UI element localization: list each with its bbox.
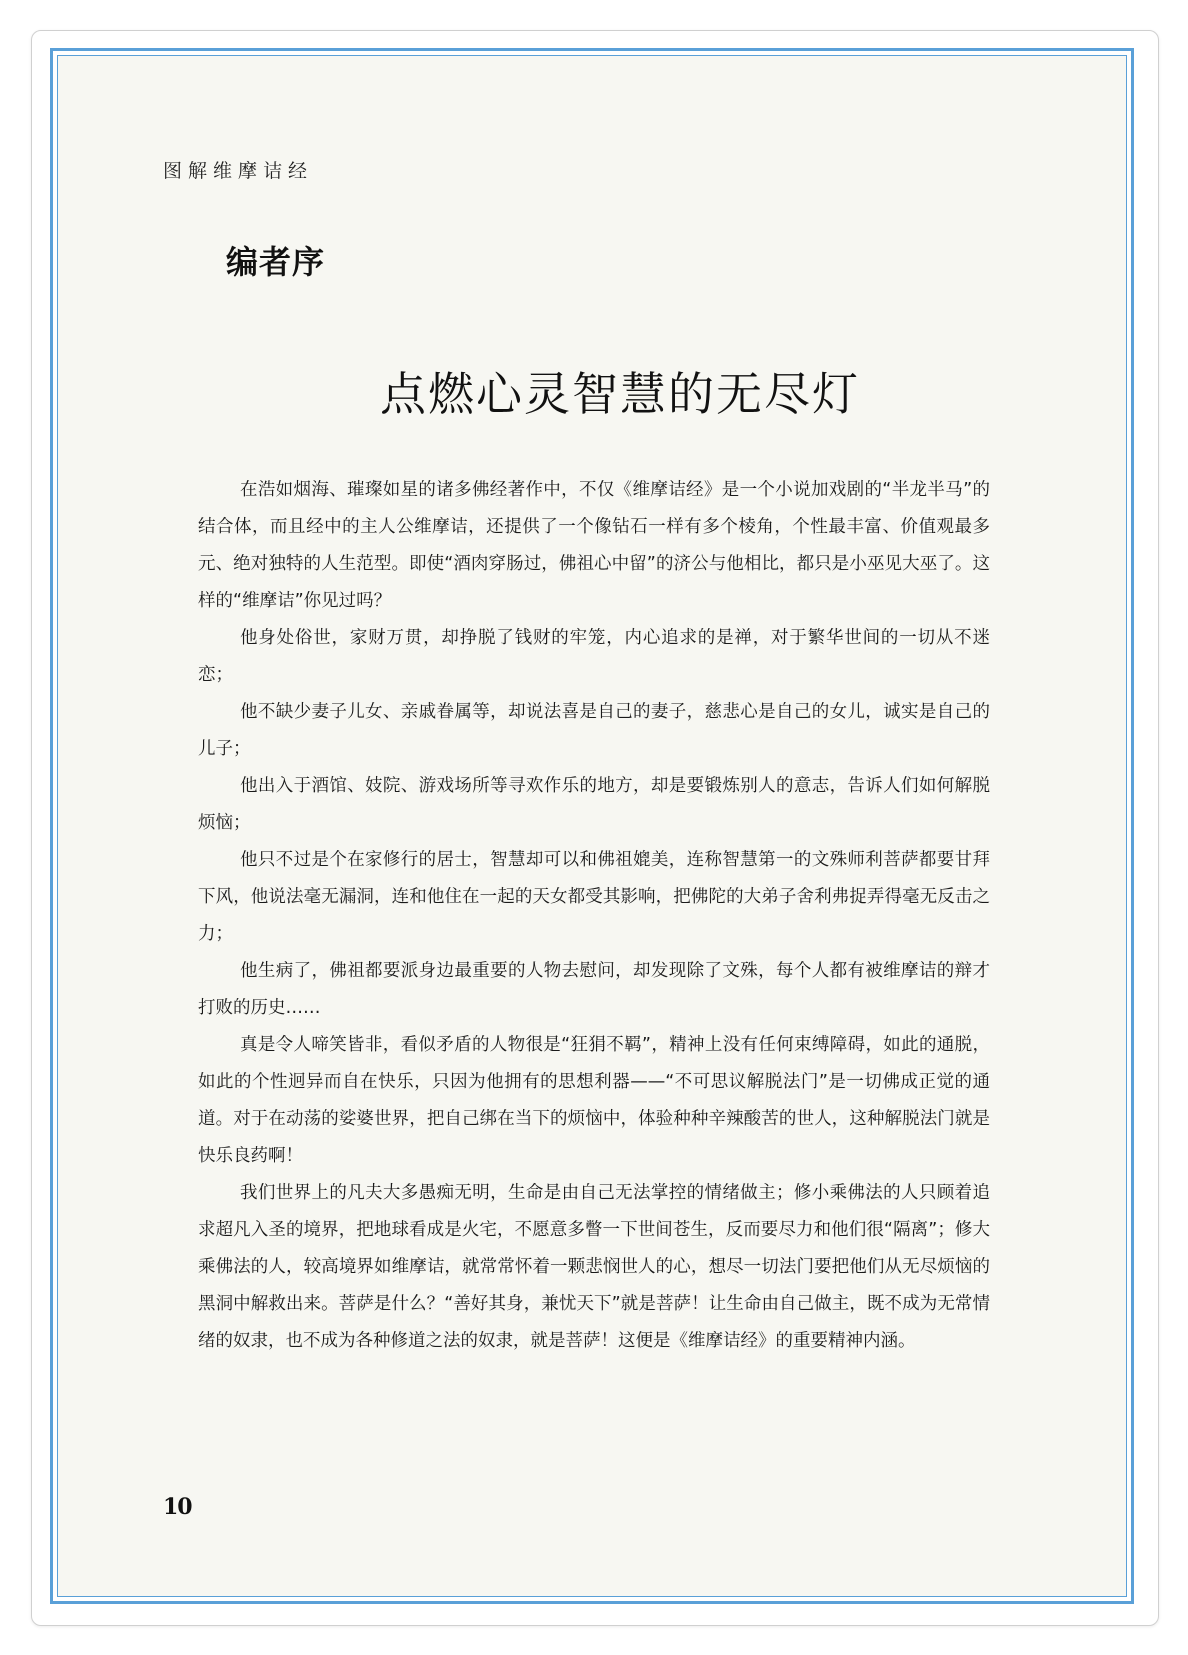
page-number: 10 (163, 1494, 192, 1520)
paragraph: 他生病了，佛祖都要派身边最重要的人物去慰问，却发现除了文殊，每个人都有被维摩诘的辩才打败的历史…… (198, 961, 990, 1018)
paragraph: 他身处俗世，家财万贯，却挣脱了钱财的牢笼，内心追求的是禅，对于繁华世间的一切从不迷恋； (198, 628, 990, 685)
paragraph: 他不缺少妻子儿女、亲戚眷属等，却说法喜是自己的妻子，慈悲心是自己的女儿，诚实是自己的儿子； (198, 702, 990, 759)
running-header: 图解维摩诘经 (163, 160, 314, 182)
paragraph: 他出入于酒馆、妓院、游戏场所等寻欢作乐的地方，却是要锻炼别人的意志，告诉人们如何解脱烦恼； (198, 776, 990, 833)
paragraph: 真是令人啼笑皆非，看似矛盾的人物很是“狂狷不羁”，精神上没有任何束缚障碍，如此的通脱，如此的个性迥异而自在快乐，只因为他拥有的思想利器——“不可思议解脱法门”是一切佛成正觉的通道。对于在动荡的娑婆世界，把自己绑在当下的烦恼中，体验种种辛辣酸苦的世人，这种解脱法门就是快乐良药啊！ (198, 1035, 990, 1166)
article-body (198, 472, 990, 1360)
section-title: 编者序 (226, 243, 326, 281)
article-title: 点燃心灵智慧的无尽灯 (380, 367, 860, 421)
paragraph: 我们世界上的凡夫大多愚痴无明，生命是由自己无法掌控的情绪做主；修小乘佛法的人只顾着追求超凡入圣的境界，把地球看成是火宅，不愿意多瞥一下世间苍生，反而要尽力和他们很“隔离”；修大乘佛法的人，较高境界如维摩诘，就常常怀着一颗悲悯世人的心，想尽一切法门要把他们从无尽烦恼的黑洞中解救出来。菩萨是什么？“善好其身，兼忧天下”就是菩萨！让生命由自己做主，既不成为无常情绪的奴隶，也不成为各种修道之法的奴隶，就是菩萨！这便是《维摩诘经》的重要精神内涵。 (198, 1183, 990, 1351)
paragraph: 他只不过是个在家修行的居士，智慧却可以和佛祖媲美，连称智慧第一的文殊师利菩萨都要甘拜下风，他说法毫无漏洞，连和他住在一起的天女都受其影响，把佛陀的大弟子舍利弗捉弄得毫无反击之力； (198, 850, 990, 944)
paragraph: 在浩如烟海、璀璨如星的诸多佛经著作中，不仅《维摩诘经》是一个小说加戏剧的“半龙半马”的结合体，而且经中的主人公维摩诘，还提供了一个像钻石一样有多个棱角，个性最丰富、价值观最多元、绝对独特的人生范型。即使“酒肉穿肠过，佛祖心中留”的济公与他相比，都只是小巫见大巫了。这样的“维摩诘”你见过吗？ (198, 480, 990, 611)
